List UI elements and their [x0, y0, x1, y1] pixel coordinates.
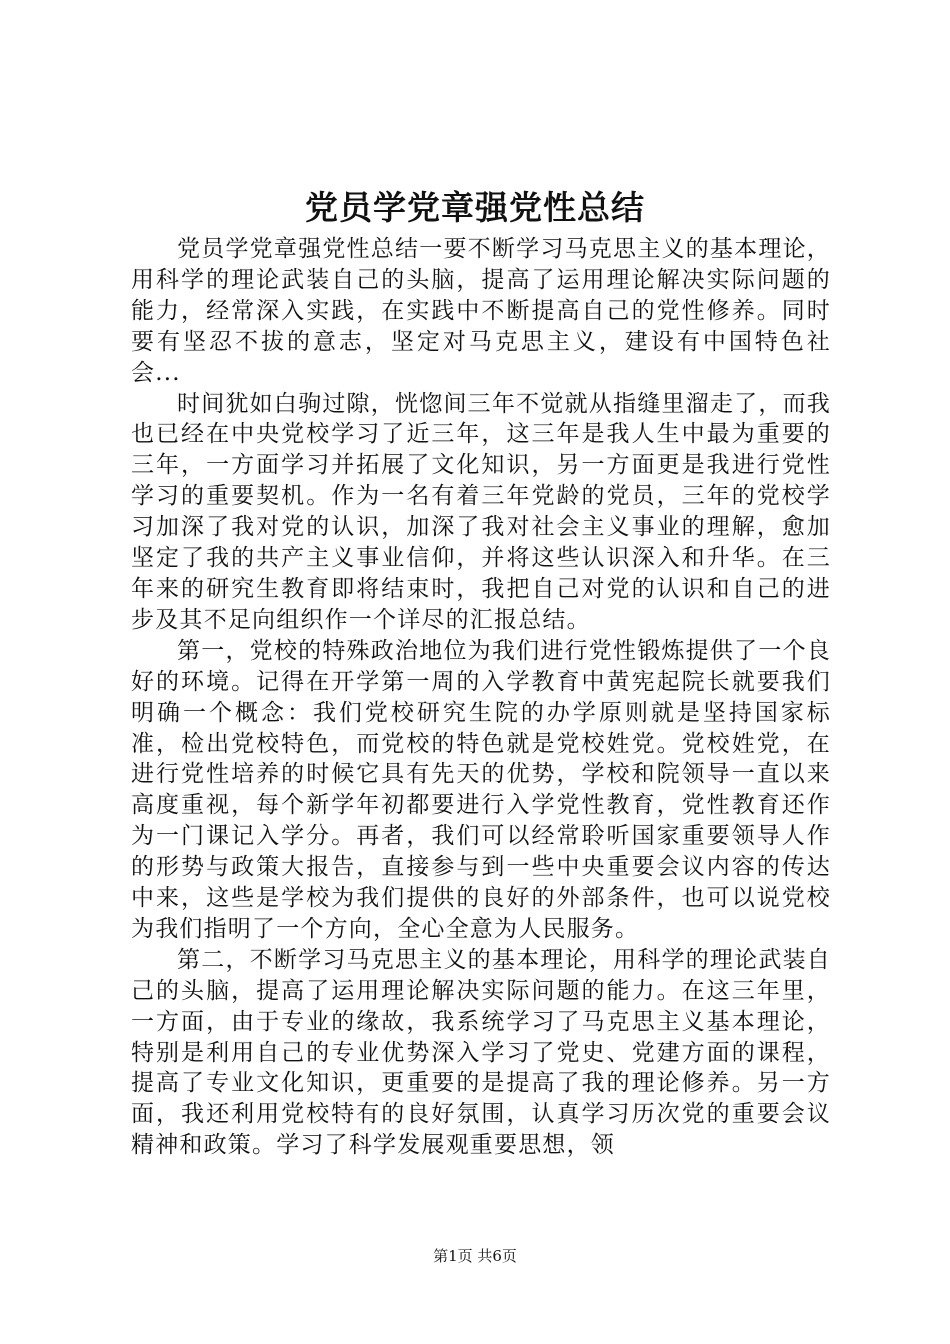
page-footer: 第1页 共6页	[433, 1247, 517, 1265]
paragraph-intro: 时间犹如白驹过隙，恍惚间三年不觉就从指缝里溜走了，而我也已经在中央党校学习了近三年，这三年是我人生中最为重要的三年，一方面学习并拓展了文化知识，另一方面更是我进行党性学习的重要契机。作为一名有着三年党龄的党员，三年的党校学习加深了我对党的认识，加深了我对社会主义事业的理解，愈加坚定了我的共产主义事业信仰，并将这些认识深入和升华。在三年来的研究生教育即将结束时，我把自己对党的认识和自己的进步及其不足向组织作一个详尽的汇报总结。	[131, 390, 831, 633]
paragraph-point-two: 第二，不断学习马克思主义的基本理论，用科学的理论武装自己的头脑，提高了运用理论解决实际问题的能力。在这三年里，一方面，由于专业的缘故，我系统学习了马克思主义基本理论，特别是利用自己的专业优势深入学习了党史、党建方面的课程，提高了专业文化知识，更重要的是提高了我的理论修养。另一方面，我还利用党校特有的良好氛围，认真学习历次党的重要会议精神和政策。学习了科学发展观重要思想，领	[131, 946, 831, 1159]
document-body	[131, 234, 831, 1161]
paragraph-summary: 党员学党章强党性总结一要不断学习马克思主义的基本理论，用科学的理论武装自己的头脑，提高了运用理论解决实际问题的能力，经常深入实践，在实践中不断提高自己的党性修养。同时要有坚忍不拔的意志，坚定对马克思主义，建设有中国特色社会...	[131, 236, 831, 386]
paragraph-point-one: 第一，党校的特殊政治地位为我们进行党性锻炼提供了一个良好的环境。记得在开学第一周的入学教育中黄宪起院长就要我们明确一个概念：我们党校研究生院的办学原则就是坚持国家标准，检出党校特色，而党校的特色就是党校姓党。党校姓党，在进行党性培养的时候它具有先天的优势，学校和院领导一直以来高度重视，每个新学年初都要进行入学党性教育，党性教育还作为一门课记入学分。再者，我们可以经常聆听国家重要领导人作的形势与政策大报告，直接参与到一些中央重要会议内容的传达中来，这些是学校为我们提供的良好的外部条件，也可以说党校为我们指明了一个方向，全心全意为人民服务。	[131, 637, 831, 942]
document-title: 党员学党章强党性总结	[305, 188, 645, 227]
